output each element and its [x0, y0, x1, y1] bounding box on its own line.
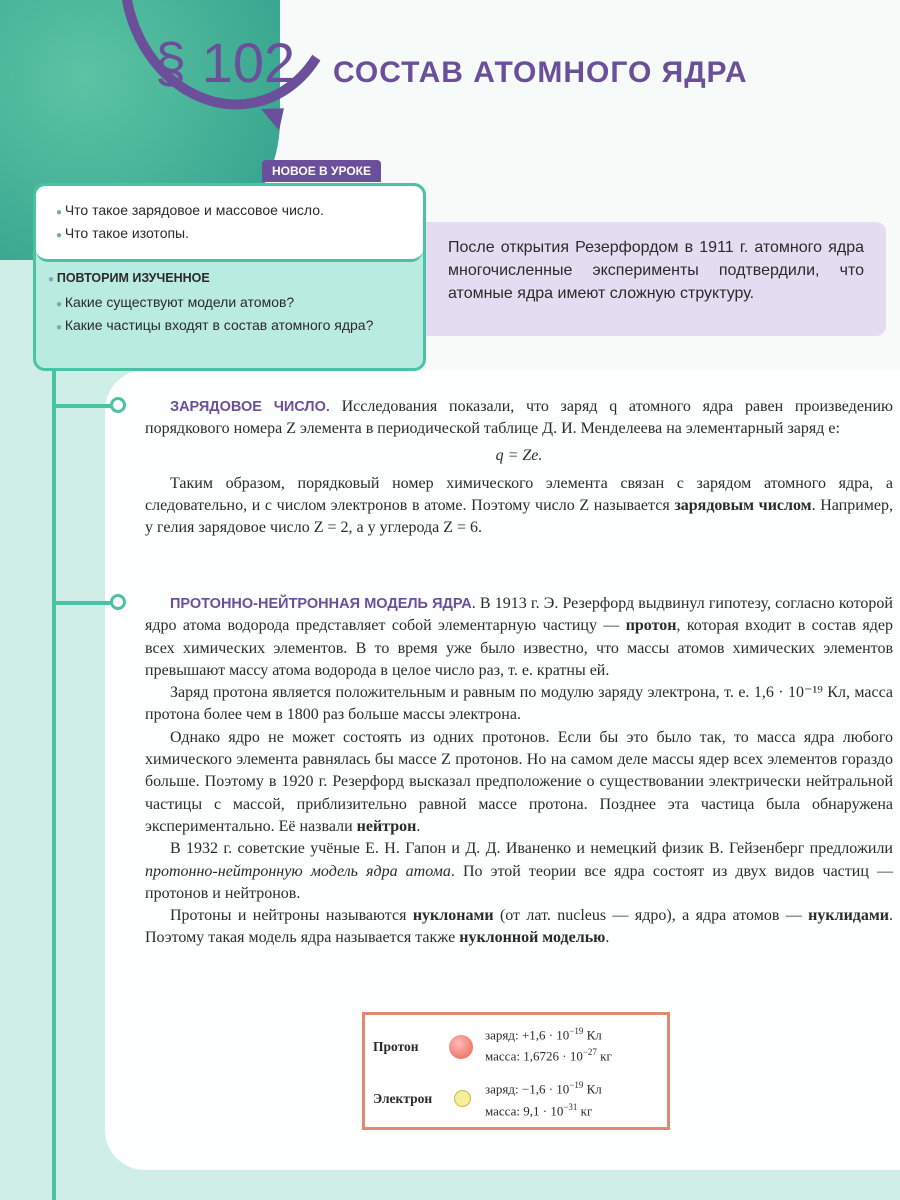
electron-ball-icon — [454, 1090, 471, 1107]
timeline-line — [52, 250, 56, 1200]
formula: q = Ze. — [495, 446, 543, 464]
paragraph: . Исследования показали, что заряд q атомного ядра равен произведению порядкового номера Z элемента в периодической таблице Д. И. Менделеева на элементарный заряд e: — [145, 398, 893, 438]
new-in-lesson-label: НОВОЕ В УРОКЕ — [262, 160, 381, 182]
proton-charge: заряд: $+1,6 \cdot 10^{-19}$ Кл — [485, 1026, 602, 1043]
section-heading: ЗАРЯДОВОЕ ЧИСЛО — [170, 399, 326, 415]
electron-mass: масса: $9,1 \cdot 10^{-31}$ кг — [485, 1102, 593, 1119]
proton-label: Протон — [373, 1039, 419, 1054]
timeline-branch — [52, 404, 114, 408]
review-item: ● Какие существуют модели атомов? — [56, 292, 409, 315]
review-item: ● Какие частицы входят в состав атомного ядра? — [56, 315, 409, 338]
electron-charge: заряд: $-1,6 \cdot 10^{-19}$ Кл — [485, 1080, 602, 1097]
proton-mass: масса: $1,6726 \cdot 10^{-27}$ кг — [485, 1047, 612, 1064]
paragraph: В 1932 г. советские учёные Е. Н. Гапон и Д. Д. Иваненко и немецкий физик В. Гейзенберг предложили протонно-нейтронную модель ядра атома. По этой теории все ядра состоят из двух видов частиц — протонов и нейтронов. — [145, 840, 893, 902]
particles-table — [362, 1012, 670, 1130]
paragraph: Таким образом, порядковый номер химического элемента связан с зарядом атомного ядра, а следовательно, и с числом электронов в атоме. Поэтому число Z называется зарядовым числом. Например, у гелия зарядовое число Z = 2, а у углерода Z = 6. — [145, 474, 894, 537]
review-label: ● ПОВТОРИМ ИЗУЧЕННОЕ — [48, 268, 409, 290]
intro-text: После открытия Резерфордом в 1911 г. атомного ядра многочисленные эксперименты подтвердили, что атомные ядра имеют сложную структуру. — [426, 222, 886, 336]
timeline-branch — [52, 601, 114, 605]
paragraph: Протоны и нейтроны называются нуклонами (от лат. nucleus — ядро), а ядра атомов — нуклидами. Поэтому такая модель ядра называется также нуклонной моделью. — [145, 907, 893, 947]
timeline-node-icon — [110, 594, 126, 610]
lesson-goals-box — [33, 183, 426, 371]
page-title: СОСТАВ АТОМНОГО ЯДРА — [333, 56, 748, 89]
electron-label: Электрон — [373, 1091, 433, 1106]
goal-item: ● Что такое изотопы. — [56, 223, 409, 246]
section-heading: ПРОТОННО-НЕЙТРОННАЯ МОДЕЛЬ ЯДРА — [170, 596, 472, 612]
paragraph: Заряд протона является положительным и равным по модулю заряду электрона, т. е. 1,6 · 10⁻¹⁹ Кл, масса протона более чем в 1800 раз больше массы электрона. — [145, 684, 893, 724]
section-proton-neutron-model: ПРОТОННО-НЕЙТРОННАЯ МОДЕЛЬ ЯДРА. В 1913 г. Э. Резерфорд выдвинул гипотезу, согласно которой ядро атома водорода представляет собой элементарную частицу — протон, которая входит в состав ядер всех химических элементов. В то время уже было известно, что массы атомов химических элементов превышают массу атома водорода в целое число раз, т. е. кратны ей. Заряд протона является положительным и равным по модулю заряду электрона, т. е. 1,6 · 10⁻¹⁹ Кл, масса протона более чем в 1800 раз больше массы электрона. Однако ядро не может состоять из одних протонов. Если бы это было так, то масса ядра любого химического элемента равнялась бы массе Z протонов. Но на самом деле массы ядер всех элементов гораздо больше. Поэтому в 1920 г. Резерфорд высказал предположение о существовании электрически нейтральной частицы с массой, приблизительно равной массе протона. Позднее эта частица была обнаружена экспериментально. Её назвали нейтрон. В 1932 г. советские учёные Е. Н. Гапон и Д. Д. Иваненко и немецкий физик В. Гейзенберг предложили протонно-нейтронную модель ядра атома. По этой теории все ядра состоят из двух видов частиц — протонов и нейтронов. Протоны и нейтроны называются нуклонами (от лат. nucleus — ядро), а ядра атомов — нуклидами. Поэтому такая модель ядра называется также нуклонной моделью. — [145, 593, 893, 950]
proton-ball-icon — [449, 1035, 473, 1059]
section-number: § 102 — [155, 31, 296, 94]
timeline-node-icon — [110, 397, 126, 413]
paragraph: Однако ядро не может состоять из одних протонов. Если бы это было так, то масса ядра любого химического элемента равнялась бы массе Z протонов. Но на самом деле массы ядер всех элементов гораздо больше. Поэтому в 1920 г. Резерфорд высказал предположение о существовании электрически нейтральной частицы с массой, приблизительно равной массе протона. Позднее эта частица была обнаружена экспериментально. Её назвали нейтрон. — [145, 728, 893, 835]
goal-item: ● Что такое зарядовое и массовое число. — [56, 200, 409, 223]
section-charge-number — [145, 396, 893, 540]
